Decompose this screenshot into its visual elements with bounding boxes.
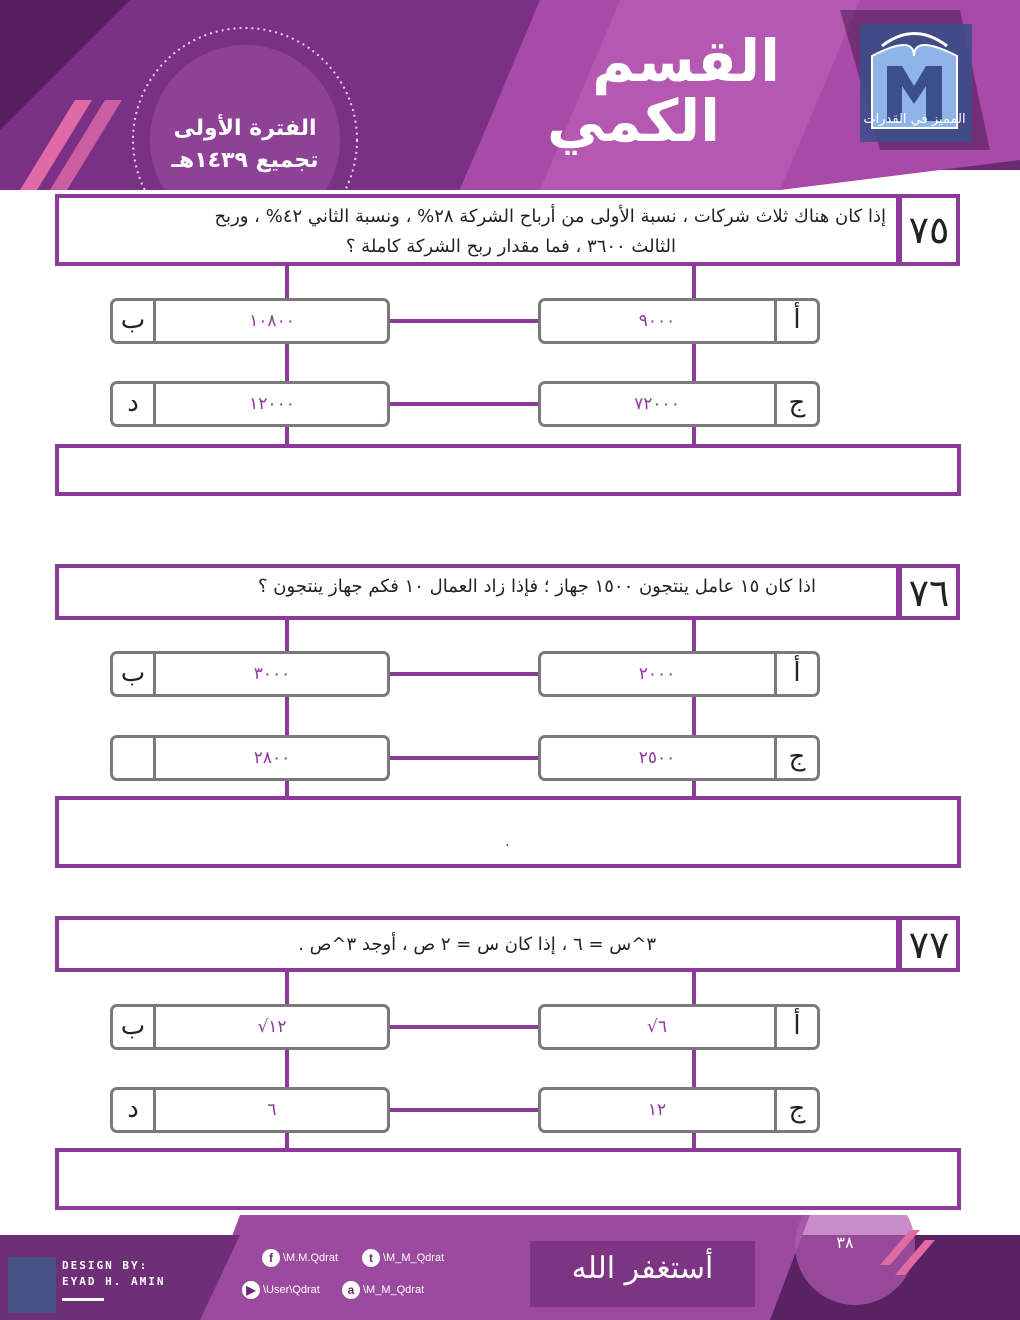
question-text-box [55, 564, 900, 620]
option-c[interactable] [538, 735, 820, 781]
design-by-label: DESIGN BY: [62, 1259, 149, 1272]
facebook-link[interactable]: f \M.M.Qdrat [262, 1249, 338, 1267]
option-a[interactable] [538, 298, 820, 344]
question-text-box [55, 194, 900, 266]
connector [388, 319, 540, 323]
answer-box[interactable] [55, 444, 961, 496]
title-line1: القسم [592, 27, 780, 95]
connector [388, 672, 540, 676]
logo-caption: المميز في القدرات [863, 112, 966, 127]
option-value: ٣٠٠٠ [253, 664, 291, 684]
connector [388, 1025, 540, 1029]
option-b[interactable] [110, 298, 390, 344]
option-letter: أ [774, 301, 817, 341]
option-value: ٢٨٠٠ [253, 748, 291, 768]
question-text-line2: الثالث ٣٦٠٠ ، فما مقدار ربح الشركة كاملة ؟ [345, 236, 676, 257]
question-number: ٧٥ [898, 194, 960, 266]
option-a[interactable] [538, 1004, 820, 1050]
option-value: ٩٠٠٠ [638, 311, 676, 331]
question-number: ٧٦ [898, 564, 960, 620]
option-value: ١٢٠٠٠ [249, 394, 295, 414]
option-letter: ب [113, 301, 156, 341]
question-text-line1: اذا كان ١٥ عامل ينتجون ١٥٠٠ جهاز ؛ فإذا زاد العمال ١٠ فكم جهاز ينتجون ؟ [258, 576, 816, 597]
option-letter [113, 738, 156, 778]
option-d[interactable] [110, 381, 390, 427]
answer-box[interactable] [55, 796, 961, 868]
option-d[interactable] [110, 1087, 390, 1133]
twitter-link[interactable]: t \M_M_Qdrat [362, 1249, 444, 1267]
option-letter: د [113, 1090, 156, 1130]
designer-name: EYAD H. AMIN [62, 1275, 166, 1288]
option-a[interactable] [538, 651, 820, 697]
option-value: ١٠٨٠٠ [249, 311, 295, 331]
option-b[interactable] [110, 651, 390, 697]
option-c[interactable] [538, 381, 820, 427]
question-number: ٧٧ [898, 916, 960, 972]
question-text-box [55, 916, 900, 972]
answer-box[interactable] [55, 1148, 961, 1210]
option-b[interactable] [110, 1004, 390, 1050]
question-text-line1: إذا كان هناك ثلاث شركات ، نسبة الأولى من أرباح الشركة ٢٨% ، ونسبة الثاني ٤٢% ، وربح [214, 206, 886, 227]
option-value: √٦ [647, 1017, 667, 1037]
calligraphy-text: أستغفر الله [571, 1251, 714, 1286]
page-number: ٣٨ [836, 1233, 854, 1252]
title-line2: الكمي [547, 87, 720, 155]
logo [852, 16, 977, 150]
option-c[interactable] [538, 1087, 820, 1133]
option-value: ٢٠٠٠ [638, 664, 676, 684]
designer-logo [8, 1257, 56, 1313]
footer-background [0, 1215, 1020, 1320]
option-letter: ج [774, 1090, 817, 1130]
option-value: ٦ [267, 1100, 277, 1120]
question-text-line1: ٣^س = ٦ ، إذا كان س = ٢ ص ، أوجد ٣^ص . [298, 934, 656, 955]
option-letter: ج [774, 384, 817, 424]
option-letter: ب [113, 1007, 156, 1047]
youtube-link[interactable]: ▶ \User\Qdrat [242, 1281, 320, 1299]
ask-icon: a [342, 1281, 360, 1299]
twitter-icon: t [362, 1249, 380, 1267]
option-value: ١٢ [647, 1100, 667, 1120]
book-logo-icon [852, 16, 977, 150]
option-d[interactable] [110, 735, 390, 781]
connector [388, 756, 540, 760]
youtube-icon: ▶ [242, 1281, 260, 1299]
divider [62, 1298, 104, 1301]
answer-mark: . [505, 834, 510, 850]
option-value: √١٢ [257, 1017, 287, 1037]
option-value: ٧٢٠٠٠ [634, 394, 680, 414]
option-value: ٢٥٠٠ [638, 748, 676, 768]
option-letter: أ [774, 654, 817, 694]
option-letter: د [113, 384, 156, 424]
connector [388, 402, 540, 406]
page-header [0, 0, 1020, 190]
option-letter: أ [774, 1007, 817, 1047]
period-label: الفترة الأولى [173, 116, 317, 141]
option-letter: ب [113, 654, 156, 694]
ask-link[interactable]: a \M_M_Qdrat [342, 1281, 424, 1299]
page-footer [0, 1215, 1020, 1320]
facebook-icon: f [262, 1249, 280, 1267]
option-letter: ج [774, 738, 817, 778]
collection-year-label: تجميع ١٤٣٩هـ [171, 148, 319, 173]
connector [388, 1108, 540, 1112]
